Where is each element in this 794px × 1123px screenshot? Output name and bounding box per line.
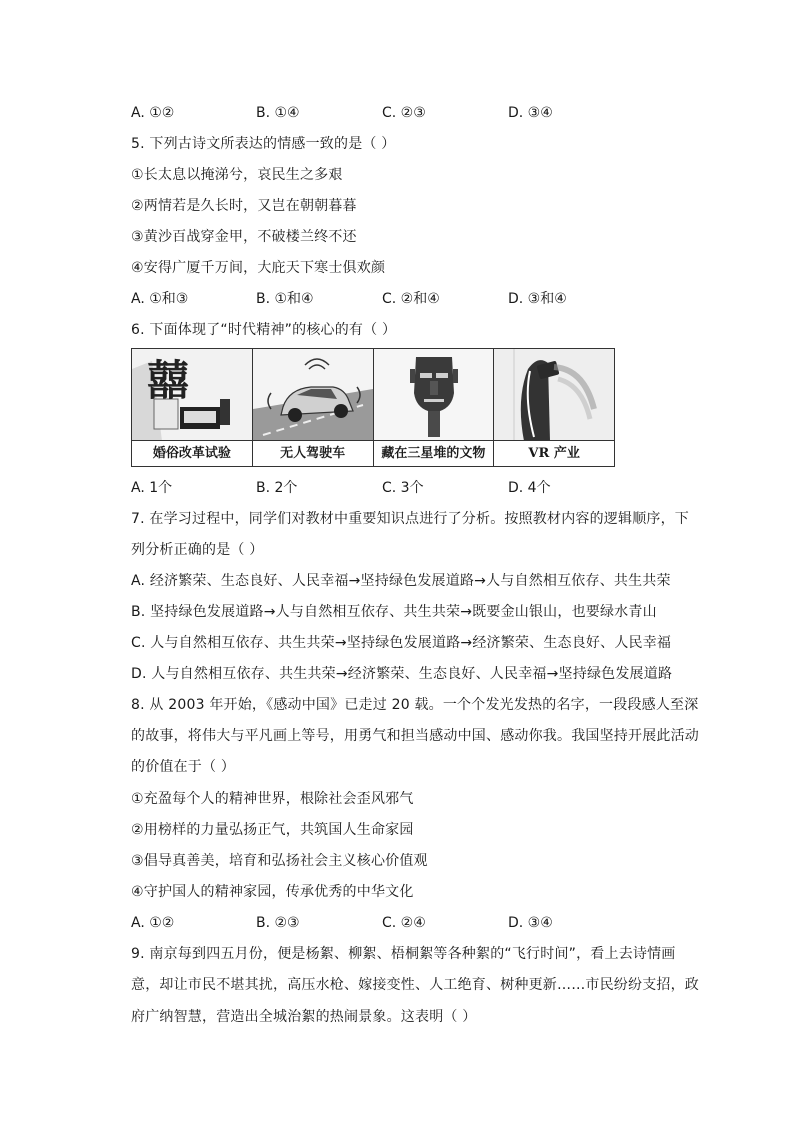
q6-panel-driverless-car	[253, 349, 374, 466]
q5-options	[131, 290, 691, 308]
q6-caption-1: 婚俗改革试验	[132, 440, 252, 466]
q8-item-2: ②用榜样的力量弘扬正气，共筑国人生命家园	[131, 822, 414, 838]
q4-options	[131, 104, 691, 122]
q8-option-c: C. ②④	[382, 915, 426, 931]
q5-item-2: ②两情若是久长时，又岂在朝朝暮暮	[131, 198, 357, 214]
q4-option-a: A. ①②	[131, 105, 175, 121]
q5-item-4: ④安得广厦千万间，大庇天下寒士俱欢颜	[131, 260, 386, 276]
q4-option-b: B. ①④	[256, 105, 300, 121]
q6-image-strip	[131, 348, 615, 467]
wedding-sign-image	[132, 349, 252, 441]
q6-stem: 6. 下面体现了“时代精神”的核心的有（ ）	[131, 322, 397, 338]
driverless-car-image	[253, 349, 373, 441]
q5-option-c: C. ②和④	[382, 291, 440, 307]
q7-option-c: C. 人与自然相互依存、共生共荣→坚持绿色发展道路→经济繁荣、生态良好、人民幸福	[131, 635, 672, 651]
q4-option-c: C. ②③	[382, 105, 426, 121]
q8-stem-line-1: 8. 从 2003 年开始，《感动中国》已走过 20 载。一个个发光发热的名字，一段段感人至深	[131, 697, 699, 713]
q8-item-4: ④守护国人的精神家园，传承优秀的中华文化	[131, 884, 414, 900]
q8-item-3: ③倡导真善美，培育和弘扬社会主义核心价值观	[131, 853, 428, 869]
q8-stem-line-2: 的故事，将伟大与平凡画上等号，用勇气和担当感动中国、感动你我。我国坚持开展此活动	[131, 728, 699, 744]
q5-option-a: A. ①和③	[131, 291, 189, 307]
q7-stem-line-1: 7. 在学习过程中，同学们对教材中重要知识点进行了分析。按照教材内容的逻辑顺序，下	[131, 511, 690, 527]
q6-caption-4: VR 产业	[494, 440, 614, 466]
q9-stem-line-1: 9. 南京每到四五月份，便是杨絮、柳絮、梧桐絮等各种絮的“飞行时间”，看上去诗情画	[131, 946, 676, 962]
q6-option-c: C. 3个	[382, 480, 424, 496]
q6-panel-vr	[494, 349, 614, 466]
q6-option-b: B. 2个	[256, 480, 298, 496]
q4-option-d: D. ③④	[508, 105, 553, 121]
q5-option-d: D. ③和④	[508, 291, 567, 307]
q5-item-3: ③黄沙百战穿金甲，不破楼兰终不还	[131, 229, 357, 245]
q8-options	[131, 914, 691, 932]
q6-caption-2: 无人驾驶车	[253, 440, 373, 466]
q6-caption-3: 藏在三星堆的文物	[374, 440, 494, 466]
q7-option-d: D. 人与自然相互依存、共生共荣→经济繁荣、生态良好、人民幸福→坚持绿色发展道路	[131, 666, 673, 682]
q8-stem-line-3: 的价值在于（ ）	[131, 759, 236, 775]
q8-option-b: B. ②③	[256, 915, 300, 931]
q6-panel-wedding	[132, 349, 253, 466]
q6-option-a: A. 1个	[131, 480, 173, 496]
q5-stem: 5. 下列古诗文所表达的情感一致的是（ ）	[131, 136, 396, 152]
sanxingdui-mask-image	[374, 349, 494, 441]
q9-stem-line-3: 府广纳智慧，营造出全城治絮的热闹景象。这表明（ ）	[131, 1009, 477, 1025]
q7-option-b: B. 坚持绿色发展道路→人与自然相互依存、共生共荣→既要金山银山，也要绿水青山	[131, 604, 657, 620]
q8-option-d: D. ③④	[508, 915, 553, 931]
q5-item-1: ①长太息以掩涕兮，哀民生之多艰	[131, 167, 343, 183]
q5-option-b: B. ①和④	[256, 291, 314, 307]
q6-panel-sanxingdui	[374, 349, 495, 466]
q8-option-a: A. ①②	[131, 915, 175, 931]
double-happiness-glyph: 囍	[146, 356, 190, 405]
q6-options	[131, 479, 691, 497]
q7-stem-line-2: 列分析正确的是（ ）	[131, 542, 264, 558]
vr-headset-image	[494, 349, 614, 441]
q6-option-d: D. 4个	[508, 480, 551, 496]
q7-option-a: A. 经济繁荣、生态良好、人民幸福→坚持绿色发展道路→人与自然相互依存、共生共荣	[131, 573, 671, 589]
q8-item-1: ①充盈每个人的精神世界，根除社会歪风邪气	[131, 791, 414, 807]
q9-stem-line-2: 意，却让市民不堪其扰，高压水枪、嫁接变性、人工绝育、树种更新……市民纷纷支招，政	[131, 977, 699, 993]
